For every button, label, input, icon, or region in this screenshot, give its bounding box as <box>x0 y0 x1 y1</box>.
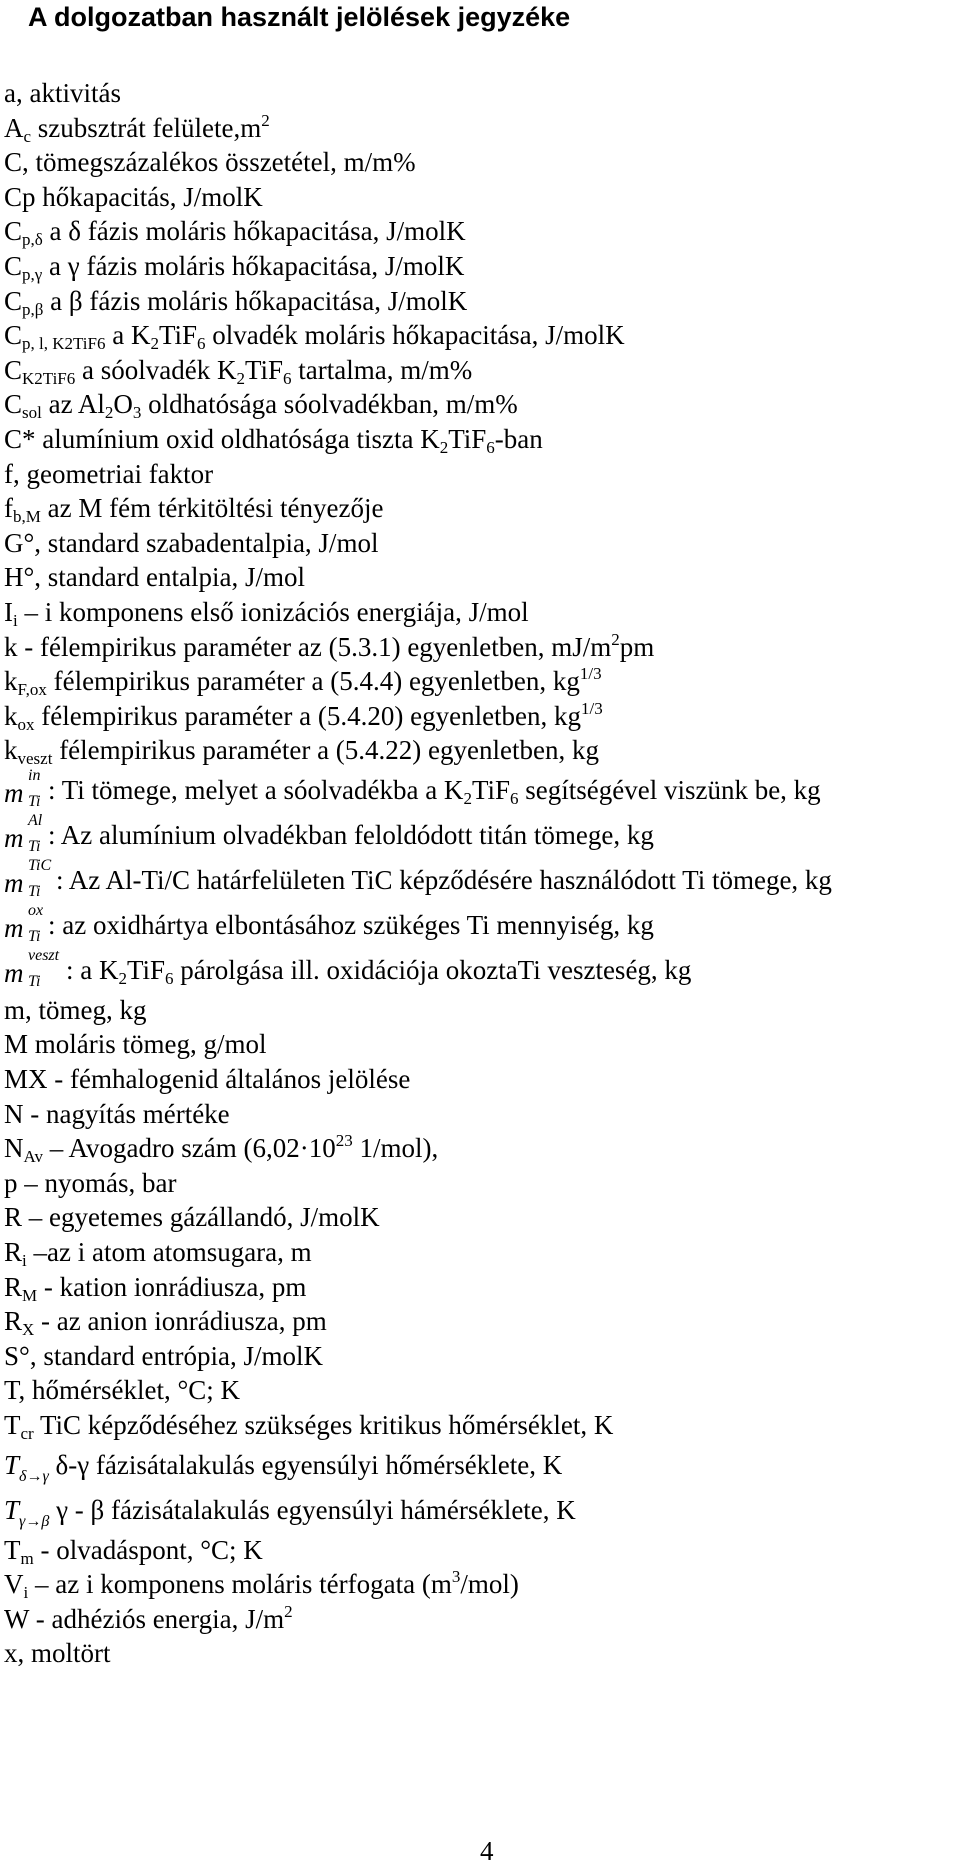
list-item: $T_{\gamma\to\beta}$ γ - β fázisátalakulás egyensúlyi hámérséklete, K <box>4 1494 576 1530</box>
list-item: M moláris tömeg, g/mol <box>4 1029 267 1060</box>
list-item: R – egyetemes gázállandó, J/molK <box>4 1202 380 1233</box>
page-title: A dolgozatban használt jelölések jegyzéke <box>28 2 571 32</box>
list-item: $C_{p,\gamma}$ a γ fázis moláris hőkapacitása, J/molK <box>4 250 465 284</box>
list-item: MX - fémhalogenid általános jelölése <box>4 1064 411 1095</box>
list-item: m Al Ti : Az alumínium olvadékban feloldódott titán tömege, kg <box>4 811 654 855</box>
math-variable: m veszt Ti <box>4 946 60 990</box>
list-item: $N_{Av}$ – Avogadro szám ($6,02\cdot 10^{23}$ 1/mol), <box>4 1131 439 1167</box>
math-variable: m TiC Ti <box>4 856 52 900</box>
page-number: 4 <box>480 1836 494 1866</box>
list-item: p – nyomás, bar <box>4 1167 177 1198</box>
list-item: $A_c$ szubsztrát $felülete,m^2$ <box>4 110 270 146</box>
list-item: H°, standard entalpia, J/mol <box>4 562 305 593</box>
list-item: m TiC Ti : Az Al-Ti/C határfelületen TiC képződésére használódott Ti tömege, kg <box>4 856 832 900</box>
list-item: $k_{veszt}$ félempirikus paraméter a (5.4.22) egyenletben, kg <box>4 735 599 769</box>
list-item: G°, standard szabadentalpia, J/mol <box>4 527 379 558</box>
list-item: W - adhéziós energia, $J/m^2$ <box>4 1601 293 1634</box>
list-item: $C_{K2TiF6}$ a sóolvadék $K_2TiF_6$ tartalma, m/m% <box>4 354 473 388</box>
list-item: $T_{\delta\to\gamma}$ δ-γ fázisátalakulás egyensúlyi hőmérséklete, K <box>4 1449 563 1485</box>
list-item: C* alumínium oxid oldhatósága tiszta $K_2TiF_6$-ban <box>4 423 543 457</box>
list-item: m, tömeg, kg <box>4 994 147 1025</box>
math-variable: m ox Ti <box>4 901 44 945</box>
list-item: f, geometriai faktor <box>4 458 214 489</box>
symbol-list <box>4 76 954 1671</box>
list-item: $C_{p,\beta}$ a β fázis moláris hőkapacitása, J/molK <box>4 285 468 319</box>
list-item: $R_X$ - az anion ionrádiusza, pm <box>4 1306 327 1340</box>
list-item: $C_{p,\delta}$ a δ fázis moláris hőkapacitása, J/molK <box>4 216 466 250</box>
math-variable: m Al Ti <box>4 811 43 855</box>
list-item: $T_{cr}$ TiC képződéséhez szükséges kritikus hőmérséklet, K <box>4 1410 614 1443</box>
list-item: C, tömegszázalékos összetétel, m/m% <box>4 147 416 178</box>
list-item: $T_m$ - olvadáspont, °C; K <box>4 1534 263 1568</box>
list-item: $I_i$ – i komponens első ionizációs energiája, J/mol <box>4 596 529 630</box>
list-item: m in Ti : Ti tömege, melyet a sóolvadékba a $K_2TiF_6$ segítségével viszünk be, kg <box>4 766 821 810</box>
list-item: $C_{p, l, K2TiF6}$ a $K_2TiF_6$ olvadék moláris hőkapacitása, J/molK <box>4 320 625 354</box>
list-item: $V_i$ – az i komponens moláris térfogata $(m^3/mol)$ <box>4 1567 519 1603</box>
list-item: $f_{b,M}$ az M fém térkitöltési tényezője <box>4 493 384 527</box>
list-item: $R_i$ –az i atom atomsugara, m <box>4 1237 312 1271</box>
list-item: m ox Ti : az oxidhártya elbontásához szükéges Ti mennyiség, kg <box>4 901 654 945</box>
list-item: T, hőmérséklet, °C; K <box>4 1375 240 1406</box>
list-item: m veszt Ti : a $K_2TiF_6$ párolgása ill. oxidációja okoztaTi veszteség, kg <box>4 946 692 990</box>
math-variable: m in Ti <box>4 766 41 810</box>
list-item: $k_{ox}$ félempirikus paraméter a (5.4.20) egyenletben, $kg^{1/3}$ <box>4 698 603 734</box>
list-item: Cp hőkapacitás, J/molK <box>4 181 263 212</box>
list-item: $k_{F,ox}$ félempirikus paraméter a (5.4.4) egyenletben, $kg^{1/3}$ <box>4 664 602 700</box>
list-item: S°, standard entrópia, J/molK <box>4 1340 324 1371</box>
list-item: $R_M$ - kation ionrádiusza, pm <box>4 1271 307 1305</box>
list-item: a, aktivitás <box>4 78 121 108</box>
list-item: $C_{sol}$ az $Al_2O_3$ oldhatósága sóolvadékban, m/m% <box>4 389 518 423</box>
list-item: N - nagyítás mértéke <box>4 1098 230 1129</box>
list-item: k - félempirikus paraméter az (5.3.1) egyenletben, $mJ/m^2pm$ <box>4 629 655 662</box>
list-item: x, moltört <box>4 1638 111 1669</box>
